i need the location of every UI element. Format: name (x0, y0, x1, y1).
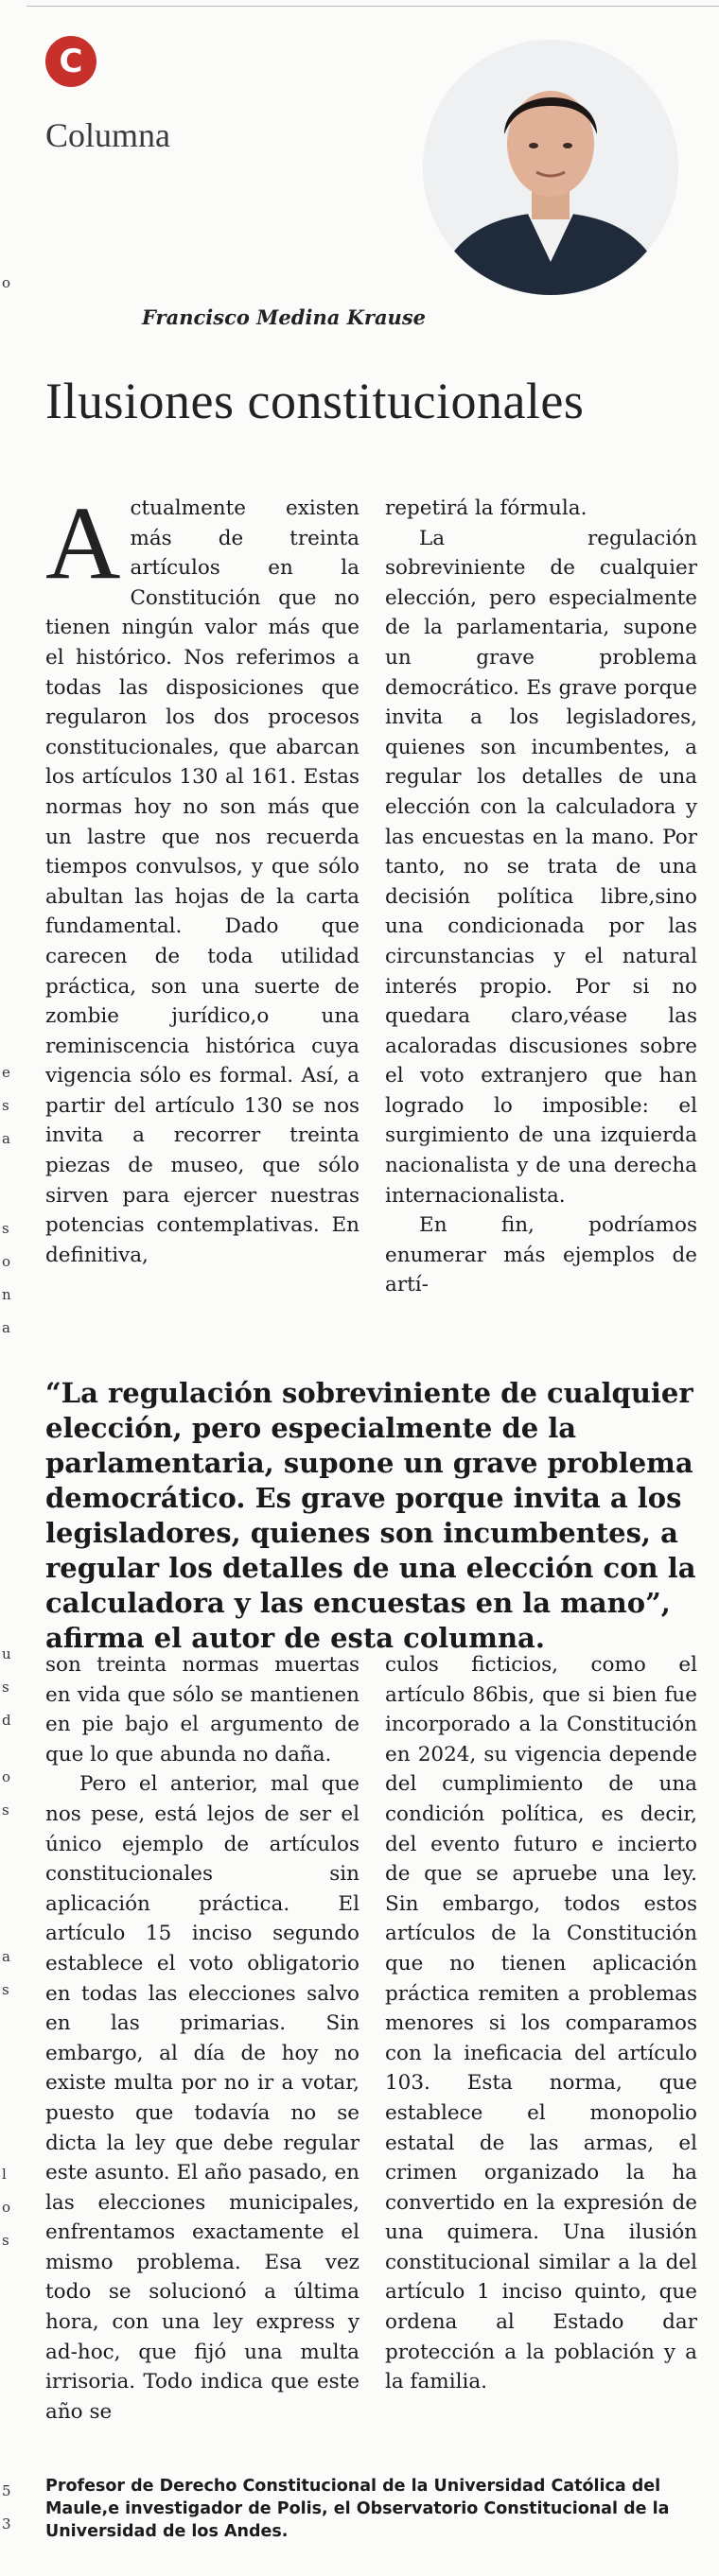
paragraph: ctualmente existen más de treinta artículos en la Constitución que no tienen ningún valor más que el histórico. Nos referimos a todas las disposiciones que regularon los dos procesos constitucionales, que abarcan los artículos 130 al 161. Estas normas hoy no son más que un lastre que nos recuerda tiempos convulsos, y que sólo abultan las hojas de la carta fundamental. Dado que carecen de toda utilidad práctica, son una suerte de zombie jurídico,o una reminiscencia histórica cuya vigencia sólo es formal. Así, a partir del artículo 130 se nos invita a recorrer treinta piezas de museo, que sólo sirven para ejercer nuestras potencias contemplativas. En definitiva, (45, 496, 360, 1267)
adjacent-page-gutter (0, 0, 21, 2576)
gutter-char: o (2, 274, 11, 291)
paragraph: repetirá la fórmula. (385, 496, 587, 520)
pull-quote: “La regulación sobreviniente de cualquier elección, pero especialmente de la parlamentaria, supone un grave problema democrático. Es grave porque invita a los legisladores, quienes son incumbentes, a regular los detalles de una elección con la calculadora y las encuestas en la mano”, afirma el autor de esta columna. (45, 1377, 696, 1654)
gutter-char: a (2, 1948, 10, 1965)
paragraph: culos ficticios, como el artículo 86bis, que si bien fue incorporado a la Constitución en 2024, su vigencia depende del cumplimiento de una condición política, es decir, del evento futuro e incierto de que se apruebe una ley. Sin embargo, todos estos artículos de la Constitución que no tienen aplicación práctica remiten a problemas menores si los comparamos con la ineficacia del artículo 103. Esta norma, que establece el monopolio estatal de las armas, el crimen organizado la ha convertido en la expresión de una quimera. Una ilusión constitucional similar a la del artículo 1 inciso quinto, que ordena al Estado dar protección a la población y a la familia. (385, 1653, 697, 2394)
gutter-char: e (2, 1064, 10, 1081)
body-column-left-bottom (45, 1650, 360, 2427)
gutter-char: 3 (2, 2515, 11, 2532)
gutter-char: 5 (2, 2482, 11, 2499)
body-column-right-top (385, 494, 697, 1300)
gutter-char: l (2, 2166, 7, 2183)
author-byline: Francisco Medina Krause (142, 305, 426, 329)
gutter-char: a (2, 1319, 10, 1336)
gutter-char: u (2, 1645, 11, 1662)
gutter-char: s (2, 2232, 9, 2249)
gutter-char: d (2, 1712, 11, 1729)
section-badge: C (45, 36, 96, 87)
author-bio: Profesor de Derecho Constitucional de la Universidad Católica del Maule,e investigador de Polis, el Observatorio Constitucional de la Universidad de los Andes. (45, 2477, 670, 2541)
gutter-char: s (2, 1981, 9, 1998)
gutter-char: s (2, 1801, 9, 1819)
body-column-left-top (45, 485, 360, 1270)
top-rule (26, 6, 719, 7)
paragraph: En fin, podríamos enumerar más ejemplos de artí- (385, 1213, 697, 1297)
body-column-right-bottom (385, 1650, 697, 2397)
gutter-char: a (2, 1130, 10, 1147)
gutter-char: s (2, 1679, 9, 1696)
gutter-char: s (2, 1097, 9, 1114)
paragraph: Pero el anterior, mal que nos pese, está lejos de ser el único ejemplo de artículos constitucionales sin aplicación práctica. El artículo 15 inciso segundo establece el voto obligatorio en todas las elecciones salvo en las primarias. Sin embargo, al día de hoy no existe multa por no ir a votar, puesto que todavía no se dicta la ley que debe regular este asunto. El año pasado, en las elecciones municipales, enfrentamos exactamente el mismo problema. Esa vez todo se solucionó a última hora, con una ley express y ad-hoc, que fijó una multa irrisoria. Todo indica que este año se (45, 1772, 360, 2424)
gutter-char: s (2, 1220, 9, 1237)
section-label: Columna (45, 116, 170, 154)
gutter-char: o (2, 2199, 11, 2216)
article-title: Ilusiones constitucionales (45, 373, 585, 429)
gutter-char: n (2, 1286, 11, 1303)
drop-cap: A (45, 485, 121, 600)
gutter-char: o (2, 1253, 11, 1270)
author-photo (423, 40, 678, 295)
paragraph: son treinta normas muertas en vida que sólo se mantienen en pie bajo el argumento de que lo que abunda no daña. (45, 1653, 360, 1767)
gutter-char: o (2, 1768, 11, 1785)
paragraph: La regulación sobreviniente de cualquier elección, pero especialmente de la parlamentaria, supone un grave problema democrático. Es grave porque invita a los legisladores, quienes son incumbentes, a regular los detalles de una elección con la calculadora y las encuestas en la mano. Por tanto, no se trata de una decisión política libre,sino una condicionada por las circunstancias y el natural interés propio. Por si no quedara claro,véase las acaloradas discusiones sobre el voto extranjero que han logrado lo imposible: el surgimiento de una izquierda nacionalista y de una derecha internacionalista. (385, 526, 697, 1208)
